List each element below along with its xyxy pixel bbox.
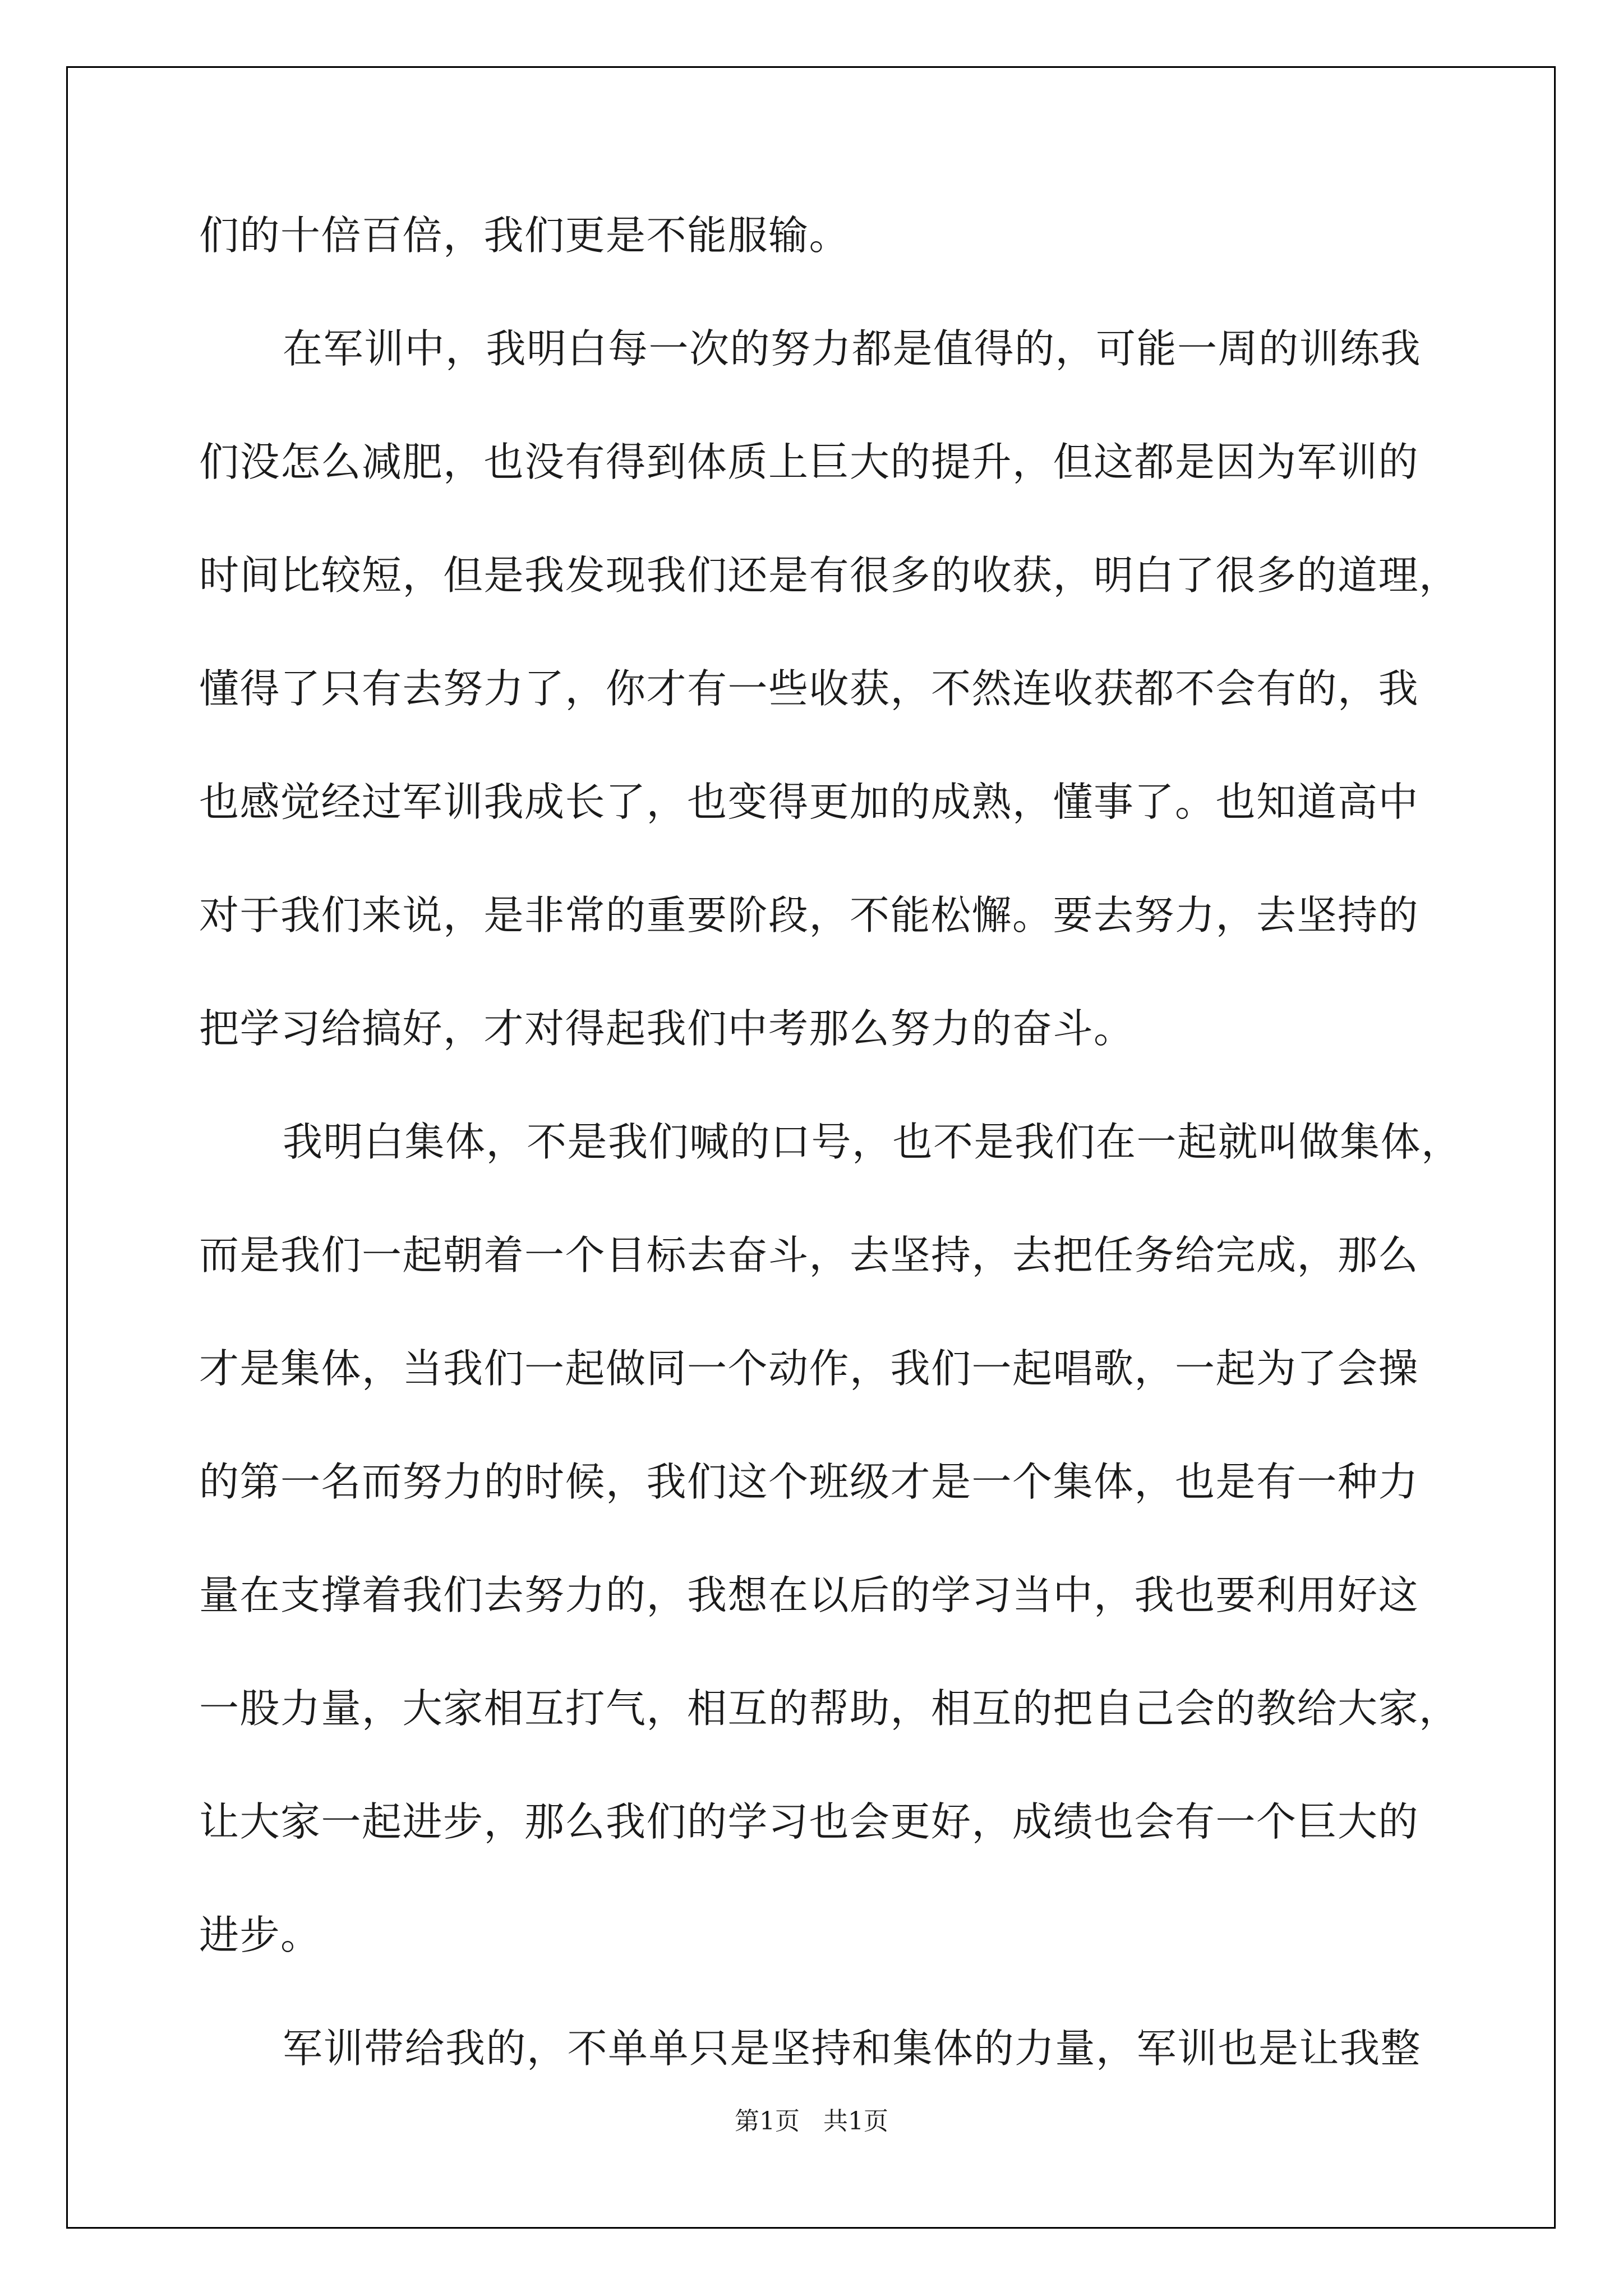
- text-line: 而是我们一起朝着一个目标去奋斗，去坚持，去把任务给完成，那么: [199, 1232, 1419, 1278]
- text-line: 时间比较短，但是我发现我们还是有很多的收获，明白了很多的道理，: [199, 552, 1460, 599]
- text-line: 才是集体，当我们一起做同一个动作，我们一起唱歌，一起为了会操: [199, 1345, 1419, 1392]
- document-body: [199, 208, 1462, 2134]
- text-line: 们的十倍百倍，我们更是不能服输。: [199, 212, 850, 259]
- text-line: 对于我们来说，是非常的重要阶段，不能松懈。要去努力，去坚持的: [199, 892, 1419, 938]
- text-line: 懂得了只有去努力了，你才有一些收获，不然连收获都不会有的，我: [199, 665, 1419, 712]
- page-footer: 第1页 共1页: [735, 2107, 888, 2136]
- text-line: 量在支撑着我们去努力的，我想在以后的学习当中，我也要利用好这: [199, 1572, 1419, 1618]
- text-line: 军训带给我的，不单单只是坚持和集体的力量，军训也是让我整: [283, 2025, 1422, 2072]
- text-line: 也感觉经过军训我成长了，也变得更加的成熟，懂事了。也知道高中: [199, 779, 1419, 825]
- text-line: 把学习给搞好，才对得起我们中考那么努力的奋斗。: [199, 1005, 1135, 1052]
- text-line: 我明白集体，不是我们喊的口号，也不是我们在一起就叫做集体，: [283, 1119, 1462, 1165]
- text-line: 们没怎么减肥，也没有得到体质上巨大的提升，但这都是因为军训的: [199, 439, 1419, 485]
- text-line: 让大家一起进步，那么我们的学习也会更好，成绩也会有一个巨大的: [199, 1798, 1419, 1845]
- text-line: 的第一名而努力的时候，我们这个班级才是一个集体，也是有一种力: [199, 1458, 1419, 1505]
- text-line: 在军训中，我明白每一次的努力都是值得的，可能一周的训练我: [283, 325, 1422, 372]
- text-line: 进步。: [199, 1912, 321, 1958]
- text-line: 一股力量，大家相互打气，相互的帮助，相互的把自己会的教给大家，: [199, 1685, 1460, 1732]
